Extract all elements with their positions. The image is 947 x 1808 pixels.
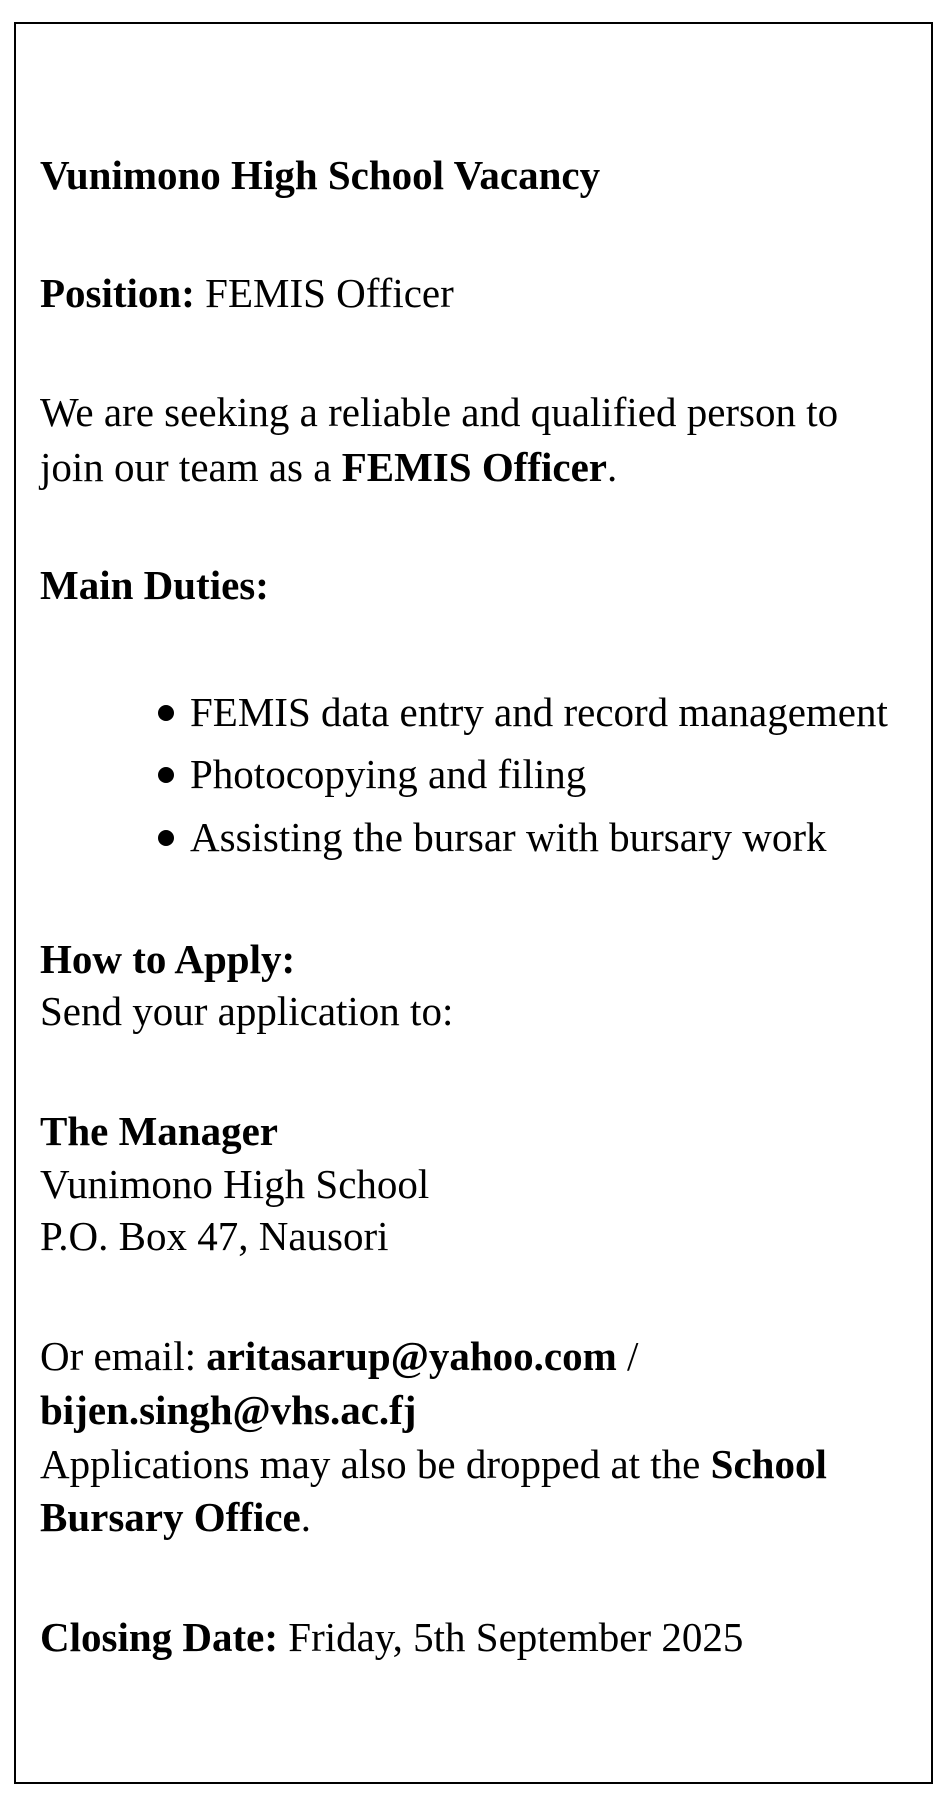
position-value: FEMIS Officer [205, 270, 454, 316]
duty-item: FEMIS data entry and record management [158, 685, 888, 739]
address-box: P.O. Box 47, Nausori [40, 1213, 389, 1259]
apply-heading: How to Apply: [40, 936, 296, 982]
intro-line-2: join our team as a FEMIS Officer. [40, 444, 618, 490]
email-primary[interactable]: aritasarup@yahoo.com [206, 1333, 617, 1379]
position-label: Position: [40, 270, 195, 316]
email-secondary-line [40, 1383, 416, 1437]
address-school: Vunimono High School [40, 1161, 430, 1207]
address-recipient: The Manager [40, 1108, 278, 1154]
intro-position: FEMIS Officer [341, 444, 607, 490]
bullet-icon [158, 830, 174, 846]
email-line: Or email: aritasarup@yahoo.com / [40, 1333, 639, 1379]
duty-item: Assisting the bursar with bursary work [158, 810, 827, 864]
duties-heading: Main Duties: [40, 562, 269, 608]
email-secondary[interactable]: bijen.singh@vhs.ac.fj [40, 1387, 417, 1433]
intro-line-1: We are seeking a reliable and qualified person to [40, 389, 839, 435]
apply-instruction: Send your application to: [40, 988, 454, 1034]
dropoff-line-2: Bursary Office. [40, 1494, 311, 1540]
bullet-icon [158, 705, 174, 721]
bullet-icon [158, 767, 174, 783]
closing-date-label: Closing Date: [40, 1614, 279, 1660]
position-line [40, 266, 454, 320]
closing-date-value: Friday, 5th September 2025 [288, 1614, 744, 1660]
notice-title: Vunimono High School Vacancy [40, 152, 601, 198]
dropoff-line-1: Applications may also be dropped at the School [40, 1441, 827, 1487]
closing-date-line [40, 1610, 743, 1664]
duty-item: Photocopying and filing [158, 747, 586, 801]
